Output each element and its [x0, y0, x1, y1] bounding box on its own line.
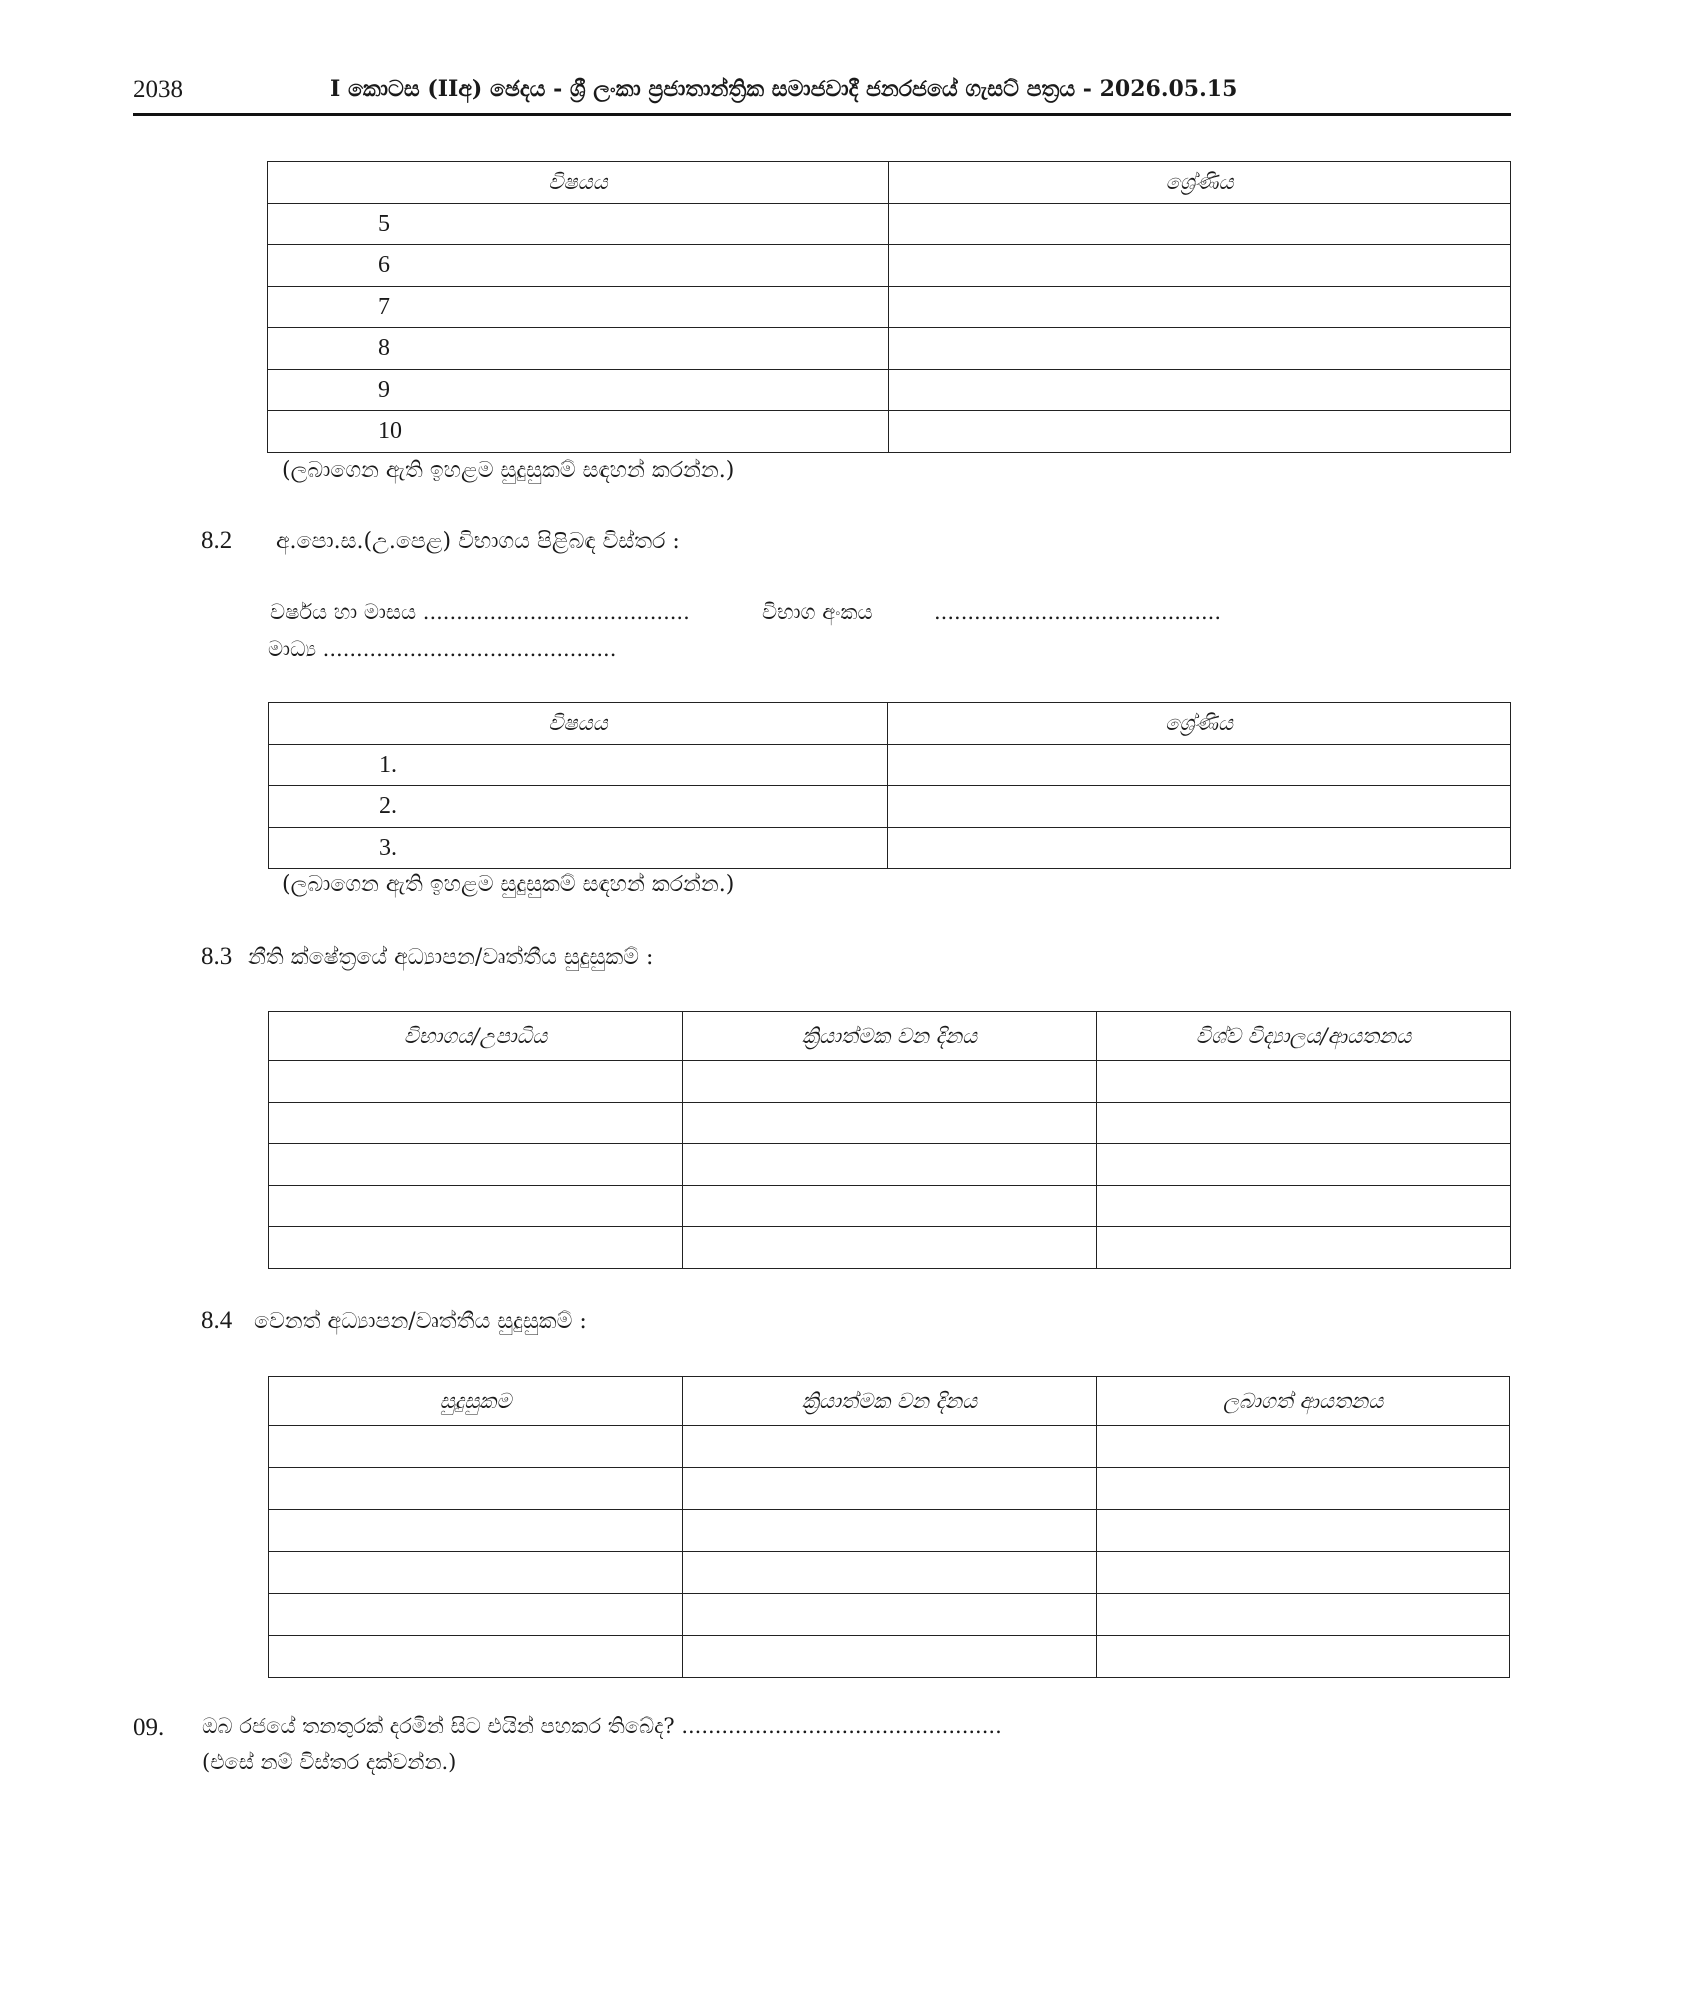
table-row — [269, 1510, 1510, 1552]
column-header-subject: විෂයය — [268, 162, 889, 204]
section-title: නීති ක්ෂේත්‍රයේ අධ්‍යාපන/වෘත්තීය සුදුසුකම් : — [248, 945, 654, 970]
entry-cell[interactable] — [269, 1636, 683, 1678]
grade-cell[interactable] — [889, 411, 1511, 453]
entry-cell[interactable] — [269, 1510, 683, 1552]
column-header-institution: ලබාගත් ආයතනය — [1097, 1377, 1510, 1426]
table-row: 1. — [269, 745, 888, 786]
table-row — [269, 1552, 1510, 1594]
entry-cell[interactable] — [1097, 1594, 1510, 1636]
dismissal-question[interactable]: ඔබ රජයේ තනතුරක් දරමින් සිට එයින් පහකර තිබේද? ................................................ — [202, 1714, 1002, 1738]
entry-cell[interactable] — [683, 1186, 1097, 1227]
entry-cell[interactable] — [683, 1510, 1097, 1552]
subject-grade-table-1 — [267, 161, 1511, 453]
gazette-header-title: I කොටස (IIඅ) ඡෙදය - ශ්‍රී ලංකා ප්‍රජාතාන්ත්‍රික සමාජවාදී ජනරජයේ ගැසට් පත්‍රය - 2026.05.15 — [330, 76, 1238, 102]
entry-cell[interactable] — [1097, 1468, 1510, 1510]
section-8-2-heading — [201, 527, 680, 555]
column-header-qualification: සුදුසුකම — [269, 1377, 683, 1426]
grade-cell[interactable] — [889, 245, 1511, 287]
section-8-4-heading — [201, 1307, 587, 1335]
table-row: 2. — [269, 786, 888, 828]
instruction-note-2: (ලබාගෙන ඇති ඉහළම සුදුසුකම් සඳහන් කරන්න.) — [282, 872, 735, 897]
exam-index-field[interactable]: ........................................... — [934, 600, 1222, 624]
table-row: 9 — [268, 370, 889, 411]
entry-cell[interactable] — [683, 1552, 1097, 1594]
column-header-effective-date: ක්‍රියාත්මක වන දිනය — [683, 1012, 1097, 1061]
entry-cell[interactable] — [683, 1103, 1097, 1144]
grade-cell[interactable] — [889, 287, 1511, 328]
entry-cell[interactable] — [1097, 1636, 1510, 1678]
entry-cell[interactable] — [269, 1144, 683, 1186]
entry-cell[interactable] — [683, 1468, 1097, 1510]
entry-cell[interactable] — [269, 1426, 683, 1468]
entry-cell[interactable] — [1097, 1510, 1510, 1552]
entry-cell[interactable] — [1097, 1426, 1510, 1468]
table-row — [269, 1144, 1511, 1186]
table-row — [269, 1426, 1510, 1468]
entry-cell[interactable] — [1097, 1103, 1511, 1144]
section-8-3-heading — [201, 943, 653, 971]
grade-cell[interactable] — [888, 786, 1511, 828]
header-rule — [133, 113, 1511, 116]
section-number: 09. — [133, 1714, 165, 1741]
entry-cell[interactable] — [269, 1186, 683, 1227]
grade-cell[interactable] — [888, 745, 1511, 786]
column-header-university: විශ්ව විද්‍යාලය/ආයතනය — [1097, 1012, 1511, 1061]
legal-qualifications-table — [268, 1011, 1511, 1269]
entry-cell[interactable] — [1097, 1061, 1511, 1103]
column-header-subject: විෂයය — [269, 703, 888, 745]
entry-cell[interactable] — [1097, 1552, 1510, 1594]
table-row: 6 — [268, 245, 889, 287]
table-row: 5 — [268, 204, 889, 245]
exam-index-label: විභාග අංකය — [762, 600, 873, 624]
entry-cell[interactable] — [1097, 1144, 1511, 1186]
section-number: 8.2 — [201, 527, 233, 554]
entry-cell[interactable] — [269, 1552, 683, 1594]
table-row — [269, 1061, 1511, 1103]
table-row — [269, 1594, 1510, 1636]
section-title: අ.පො.ස.(උ.පෙළ) විභාගය පිළිබඳ විස්තර : — [276, 529, 680, 554]
medium-field[interactable]: මාධ්‍ය ............................................ — [268, 637, 617, 661]
entry-cell[interactable] — [683, 1426, 1097, 1468]
table-row — [269, 1227, 1511, 1269]
grade-cell[interactable] — [888, 828, 1511, 869]
table-row — [269, 1186, 1511, 1227]
grade-cell[interactable] — [889, 370, 1511, 411]
entry-cell[interactable] — [269, 1468, 683, 1510]
table-row: 3. — [269, 828, 888, 869]
table-row: 8 — [268, 328, 889, 370]
table-row — [269, 1468, 1510, 1510]
page-number: 2038 — [133, 76, 183, 103]
entry-cell[interactable] — [683, 1636, 1097, 1678]
table-row — [269, 1636, 1510, 1678]
column-header-grade: ශ්‍රේණිය — [888, 703, 1511, 745]
entry-cell[interactable] — [683, 1144, 1097, 1186]
entry-cell[interactable] — [269, 1061, 683, 1103]
grade-cell[interactable] — [889, 328, 1511, 370]
column-header-exam-degree: විභාගය/උපාධිය — [269, 1012, 683, 1061]
instruction-note-1: (ලබාගෙන ඇති ඉහළම සුදුසුකම් සඳහන් කරන්න.) — [282, 458, 735, 483]
table-row — [269, 1103, 1511, 1144]
table-row: 7 — [268, 287, 889, 328]
entry-cell[interactable] — [683, 1594, 1097, 1636]
column-header-effective-date: ක්‍රියාත්මක වන දිනය — [683, 1377, 1097, 1426]
dismissal-note: (එසේ නම් විස්තර දක්වන්න.) — [202, 1750, 457, 1774]
entry-cell[interactable] — [683, 1227, 1097, 1269]
entry-cell[interactable] — [1097, 1186, 1511, 1227]
entry-cell[interactable] — [269, 1594, 683, 1636]
table-row: 10 — [268, 411, 889, 453]
entry-cell[interactable] — [269, 1227, 683, 1269]
section-number: 8.3 — [201, 943, 233, 970]
other-qualifications-table — [268, 1376, 1510, 1678]
entry-cell[interactable] — [1097, 1227, 1511, 1269]
entry-cell[interactable] — [683, 1061, 1097, 1103]
section-title: වෙනත් අධ්‍යාපන/වෘත්තීය සුදුසුකම් : — [254, 1309, 587, 1334]
section-09-number — [133, 1714, 164, 1742]
year-month-field[interactable]: වර්ෂය හා මාසය ........................................ — [270, 600, 690, 624]
entry-cell[interactable] — [269, 1103, 683, 1144]
section-number: 8.4 — [201, 1307, 233, 1334]
grade-cell[interactable] — [889, 204, 1511, 245]
column-header-grade: ශ්‍රේණිය — [889, 162, 1511, 204]
subject-grade-table-2 — [268, 702, 1511, 869]
